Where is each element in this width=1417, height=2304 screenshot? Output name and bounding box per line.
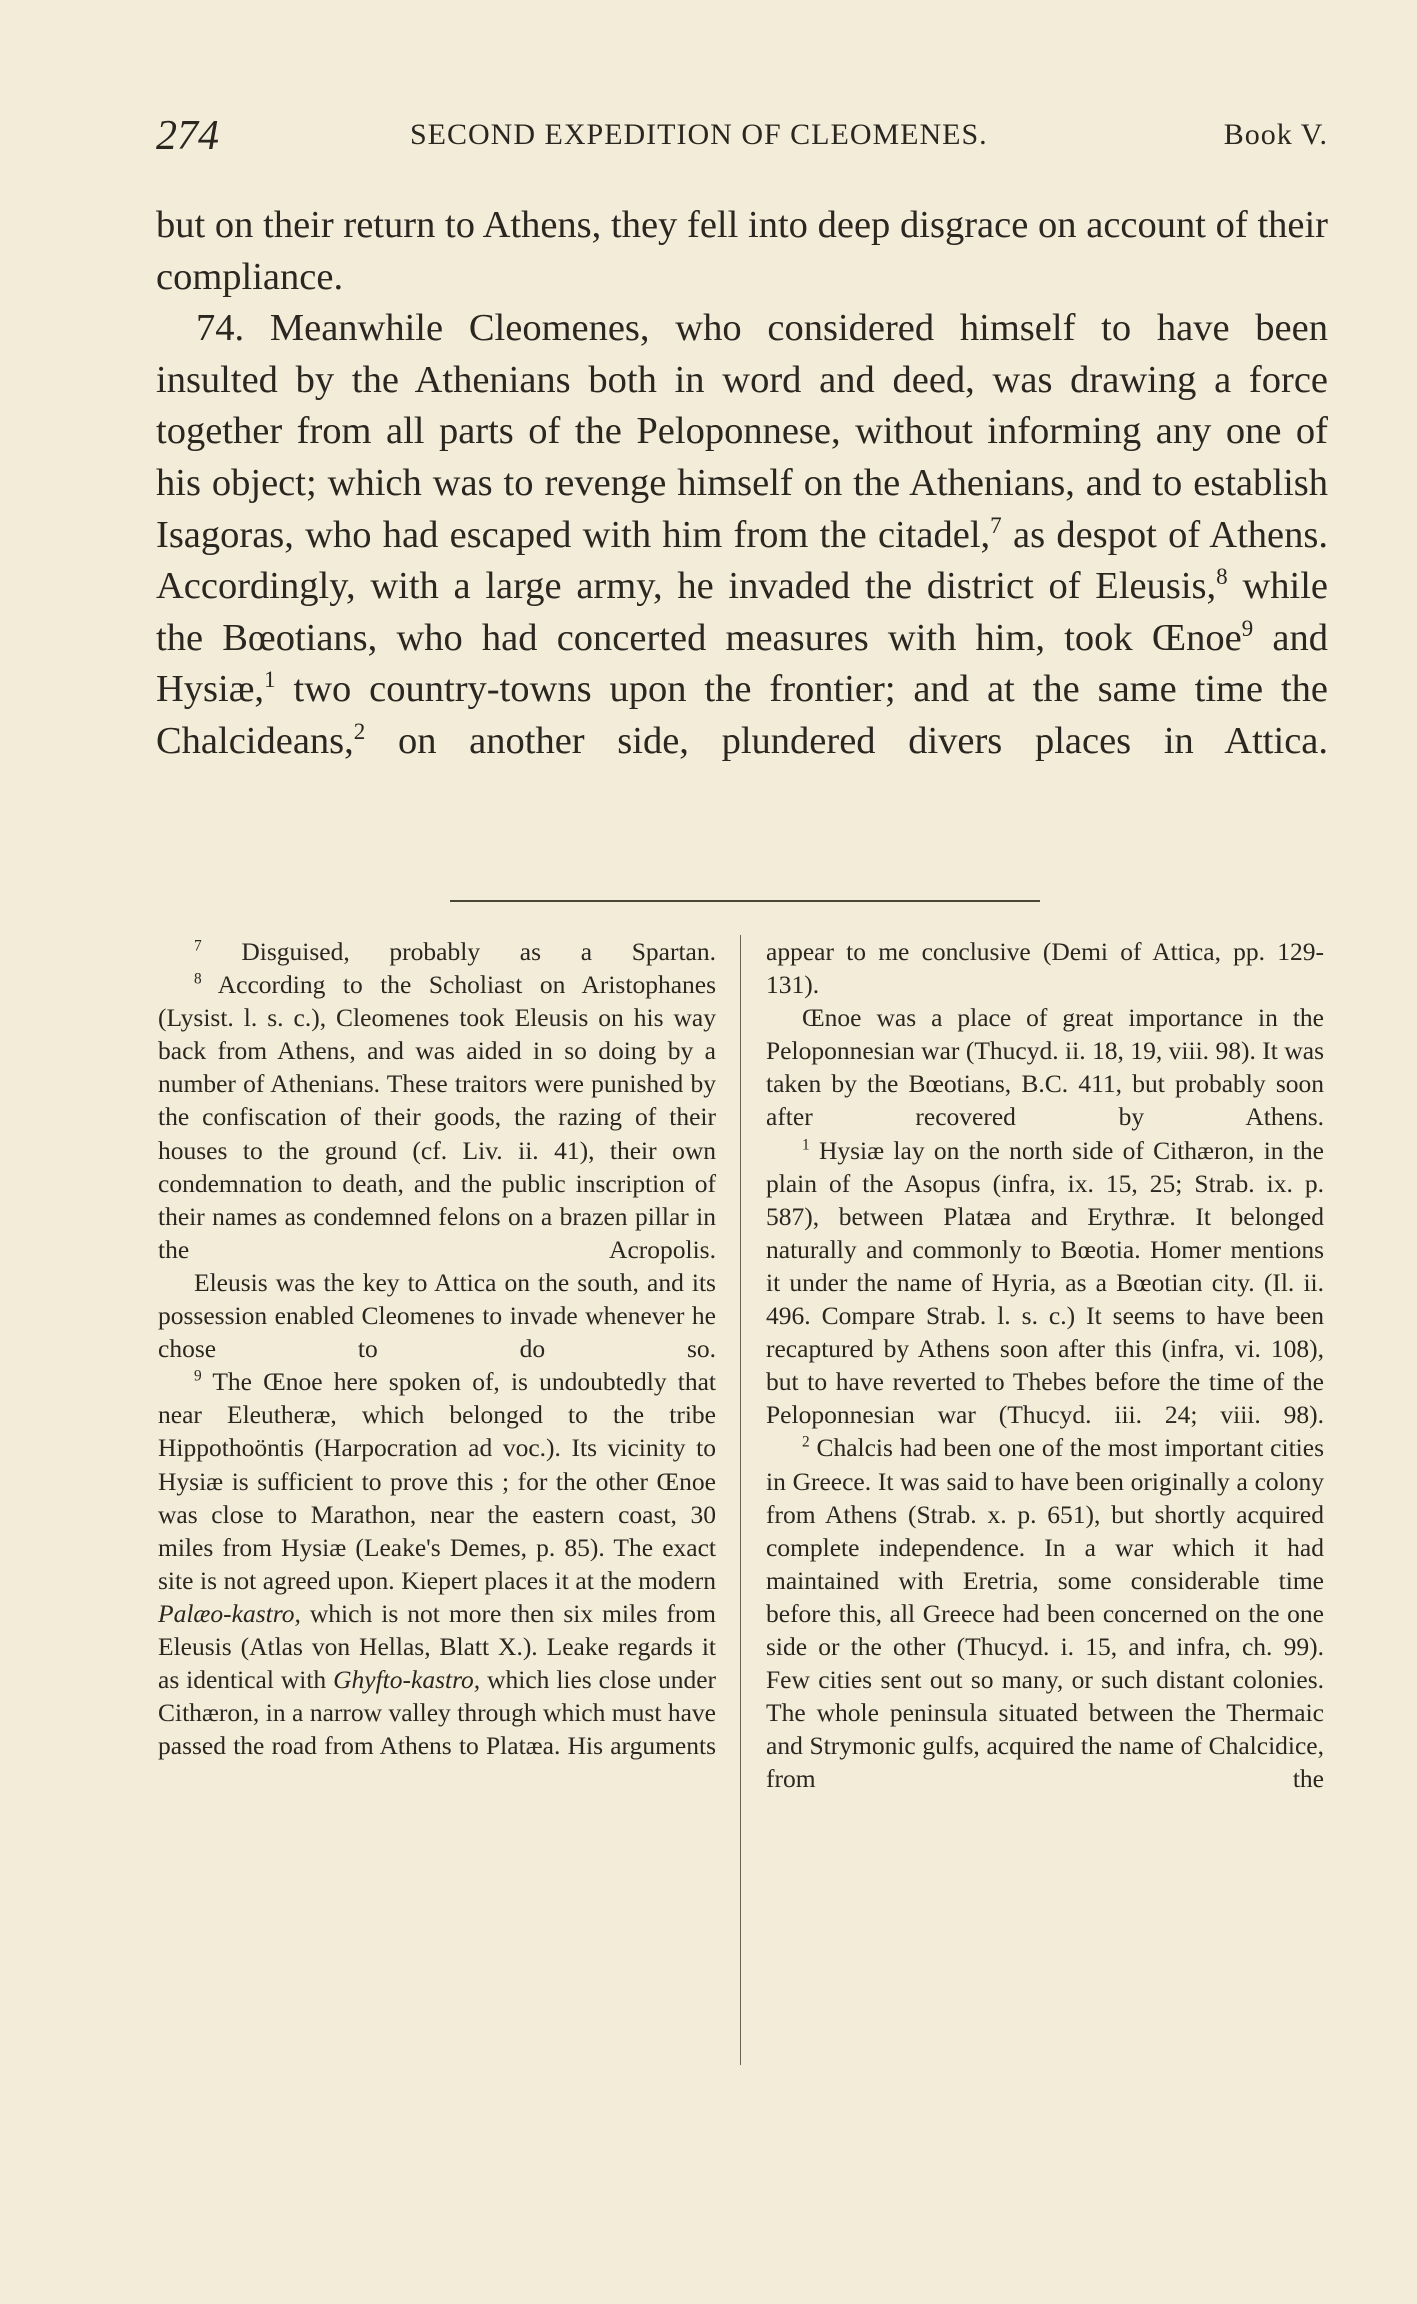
footnote-8-continued: Eleusis was the key to Attica on the south, and its possession enabled Cleomenes to invade whenever he chose to do so. [158,1267,716,1364]
main-paragraph-1: but on their return to Athens, they fell into deep disgrace on account of their compliance. [156,204,1328,298]
footnote-2: $^2$ Chalcis had been one of the most important cities in Greece. It was said to have been originally a colony from Athens (Strab. x. p. 651), but shortly acquired complete independence. In a war which it had maintained with Eretria, some considerable time before this, all Greece had been concerned on the one side or the other (Thucyd. i. 15, and infra, ch. 99). Few cities sent out so many, or such distant colonies. The whole peninsula situated between the Thermaic and Strymonic gulfs, acquired the name of Chalcidice, from the [766,1433,1324,1794]
main-paragraph-74: 74. Meanwhile Cleomenes, who considered himself to have been insulted by the Athenians both in word and deed, was drawing a force together from all parts of the Peloponnese, without informing any one of his object; which was to revenge himself on the Athenians, and to establish Isagoras, who had escaped with him from the citadel,$^7$ as despot of Athens. Accordingly, with a large army, he invaded the district of Eleusis,$^8$ while the Bœotians, who had concerted measures with him, took Œnoe$^9$ and Hysiæ,$^1$ two country-towns upon the frontier; and at the same time the Chalcideans,$^2$ on another side, plundered divers places in Attica. [156,307,1328,762]
note-ref-7: 7 [990,511,1002,538]
footnote-rule [450,900,1040,902]
footnotes-right-column [766,935,1324,1795]
note-ref-1: 1 [264,666,276,693]
page-number: 274 [156,113,219,159]
footnote-9: $^9$ The Œnoe here spoken of, is undoubtedly that near Eleutheræ, which belonged to the tribe Hippothoöntis (Harpocration ad voc.). Its vicinity to Hysiæ is sufficient to prove this ; for the other Œnoe was close to Marathon, near the eastern coast, 30 miles from Hysiæ (Leake's Demes, p. 85). The exact site is not agreed upon. Kiepert places it at the modern Palæo-kastro, which is not more then six miles from Eleusis (Atlas von Hellas, Blatt X.). Leake regards it as identical with Ghyfto-kastro, which lies close under Cithæron, in a narrow valley through which must have passed the road from Athens to Platæa. His arguments [158,1367,717,1761]
main-text [156,200,1328,768]
column-divider [740,935,741,2065]
footnote-1: $^1$ Hysiæ lay on the north side of Cithæron, in the plain of the Asopus (infra, ix. 15, 25; Strab. ix. p. 587), between Platæa and Erythræ. It belonged naturally and commonly to Bœotia. Homer mentions it under the name of Hyria, as a Bœotian city. (Il. ii. 496. Compare Strab. l. s. c.) It seems to have been recaptured by Athens soon after this (infra, vi. 108), but to have reverted to Thebes before the time of the Peloponnesian war (Thucyd. iii. 24; viii. 98). [766,1135,1324,1430]
running-title: SECOND EXPEDITION OF CLEOMENES. [410,118,988,151]
note-ref-8: 8 [1216,563,1228,590]
note-ref-2: 2 [353,718,366,745]
running-header [156,112,1328,160]
note-ref-9: 9 [1241,614,1254,641]
footnote-8: $^8$ According to the Scholiast on Aristophanes (Lysist. l. s. c.), Cleomenes took Eleusis on his way back from Athens, and was aided in so doing by a number of Athenians. These traitors were punished by the confiscation of their goods, the razing of their houses to the ground (cf. Liv. ii. 41), their own condemnation to death, and the public inscription of their names as condemned felons on a brazen pillar in the Acropolis. [158,970,716,1264]
footnotes-left-column [158,935,716,1762]
footnote-7: $^7$ Disguised, probably as a Spartan. [194,937,716,966]
book-label: Book V. [1223,118,1328,151]
footnote-9-oenoe: Œnoe was a place of great importance in the Peloponnesian war (Thucyd. ii. 18, 19, viii. 98). It was taken by the Bœotians, B.C. 411, but probably soon after recovered by Athens. [766,1003,1324,1132]
footnote-9-continued: appear to me conclusive (Demi of Attica, pp. 129-131). [766,937,1324,1000]
